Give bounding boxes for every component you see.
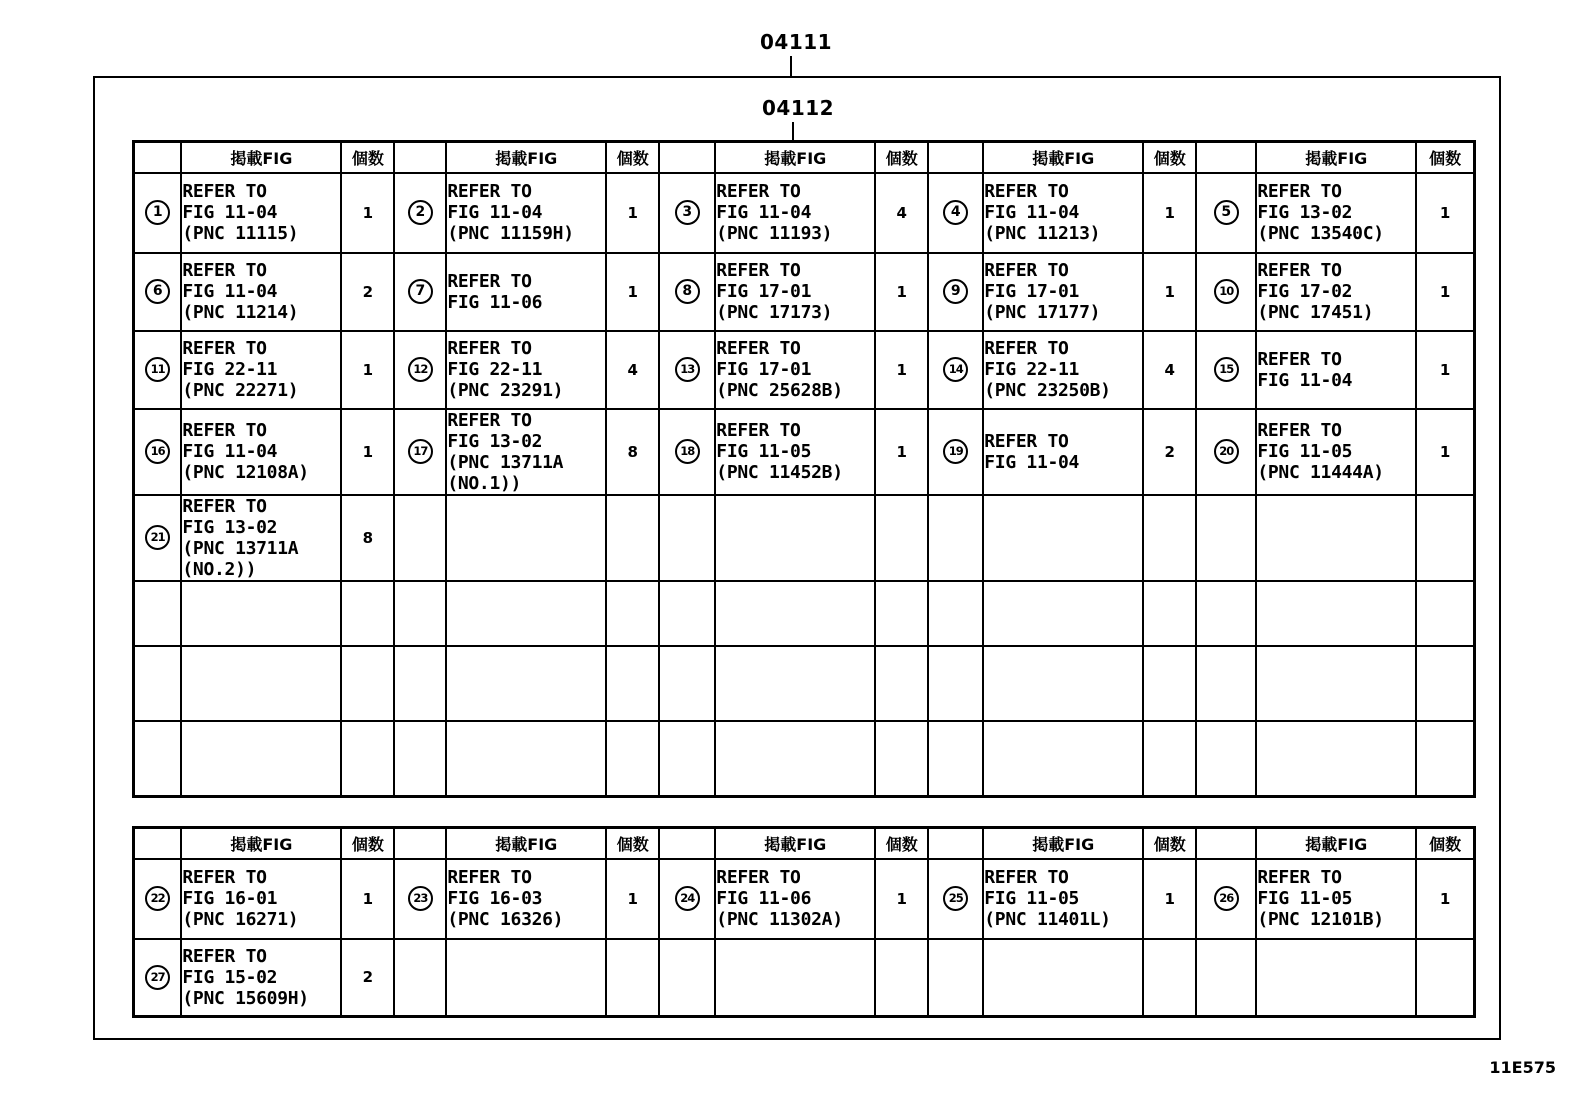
item-number-cell <box>1196 581 1256 646</box>
reference-table-main <box>132 140 1476 798</box>
header-qty-cell: 個数 <box>1143 828 1196 859</box>
fig-reference-cell <box>1256 939 1416 1017</box>
quantity-cell: 2 <box>341 939 394 1017</box>
item-number-cell <box>134 646 182 721</box>
item-callout-circle: 15 <box>1214 357 1239 382</box>
figure-code: 11E575 <box>1489 1058 1556 1077</box>
item-callout-circle: 4 <box>943 200 968 225</box>
item-callout-circle: 25 <box>943 886 968 911</box>
fig-reference-cell <box>1256 495 1416 581</box>
header-fig-cell: 掲載FIG <box>715 142 875 173</box>
item-number-cell <box>659 859 715 939</box>
item-number-cell <box>1196 495 1256 581</box>
item-number-cell <box>659 331 715 409</box>
fig-reference-cell: REFER TO FIG 16-03 (PNC 16326) <box>446 859 606 939</box>
fig-reference-cell: REFER TO FIG 17-01 (PNC 17173) <box>715 253 875 331</box>
item-number-cell <box>659 253 715 331</box>
table-row <box>134 581 1475 646</box>
table-row <box>134 859 1475 939</box>
header-number-cell <box>394 828 446 859</box>
header-fig-cell: 掲載FIG <box>715 828 875 859</box>
quantity-cell: 1 <box>1143 173 1196 253</box>
fig-reference-cell <box>715 646 875 721</box>
fig-reference-cell <box>715 721 875 797</box>
table-row <box>134 331 1475 409</box>
quantity-cell <box>875 646 928 721</box>
quantity-cell <box>606 581 659 646</box>
fig-reference-cell <box>181 646 341 721</box>
item-number-cell <box>659 495 715 581</box>
fig-reference-cell: REFER TO FIG 17-01 (PNC 25628B) <box>715 331 875 409</box>
quantity-cell <box>1143 581 1196 646</box>
quantity-cell: 1 <box>341 173 394 253</box>
item-number-cell <box>134 173 182 253</box>
header-qty-cell: 個数 <box>1143 142 1196 173</box>
fig-reference-cell: REFER TO FIG 11-05 (PNC 12101B) <box>1256 859 1416 939</box>
quantity-cell <box>1143 646 1196 721</box>
header-qty-cell: 個数 <box>341 828 394 859</box>
fig-reference-cell <box>446 646 606 721</box>
quantity-cell <box>1143 721 1196 797</box>
quantity-cell <box>1143 495 1196 581</box>
fig-reference-cell: REFER TO FIG 11-05 (PNC 11401L) <box>983 859 1143 939</box>
table-row <box>134 495 1475 581</box>
header-fig-cell: 掲載FIG <box>983 142 1143 173</box>
quantity-cell <box>606 646 659 721</box>
item-number-cell <box>1196 173 1256 253</box>
fig-reference-cell <box>983 939 1143 1017</box>
item-number-cell <box>134 859 182 939</box>
item-number-cell <box>394 409 446 495</box>
quantity-cell: 1 <box>606 859 659 939</box>
item-callout-circle: 22 <box>145 886 170 911</box>
fig-reference-cell: REFER TO FIG 22-11 (PNC 23291) <box>446 331 606 409</box>
item-callout-circle: 11 <box>145 357 170 382</box>
header-number-cell <box>1196 142 1256 173</box>
item-number-cell <box>134 253 182 331</box>
item-number-cell <box>1196 253 1256 331</box>
item-number-cell <box>394 939 446 1017</box>
fig-reference-cell: REFER TO FIG 11-04 (PNC 11193) <box>715 173 875 253</box>
item-callout-circle: 3 <box>675 200 700 225</box>
fig-reference-cell <box>715 495 875 581</box>
fig-reference-cell: REFER TO FIG 17-01 (PNC 17177) <box>983 253 1143 331</box>
quantity-cell: 1 <box>875 331 928 409</box>
item-number-cell <box>134 581 182 646</box>
quantity-cell <box>341 721 394 797</box>
table-row <box>134 721 1475 797</box>
fig-reference-cell <box>715 581 875 646</box>
item-callout-circle: 9 <box>943 279 968 304</box>
quantity-cell: 1 <box>1416 859 1474 939</box>
header-number-cell <box>394 142 446 173</box>
quantity-cell: 2 <box>1143 409 1196 495</box>
quantity-cell <box>341 581 394 646</box>
item-callout-circle: 23 <box>408 886 433 911</box>
item-number-cell <box>928 721 983 797</box>
item-number-cell <box>1196 939 1256 1017</box>
item-number-cell <box>134 495 182 581</box>
fig-reference-cell: REFER TO FIG 11-04 (PNC 11115) <box>181 173 341 253</box>
fig-reference-cell: REFER TO FIG 11-05 (PNC 11444A) <box>1256 409 1416 495</box>
fig-reference-cell <box>983 495 1143 581</box>
fig-reference-cell: REFER TO FIG 11-04 (PNC 11159H) <box>446 173 606 253</box>
fig-reference-cell <box>181 581 341 646</box>
quantity-cell: 4 <box>1143 331 1196 409</box>
quantity-cell: 4 <box>875 173 928 253</box>
fig-reference-cell <box>983 581 1143 646</box>
fig-reference-cell: REFER TO FIG 13-02 (PNC 13711A (NO.1)) <box>446 409 606 495</box>
item-number-cell <box>394 859 446 939</box>
quantity-cell: 1 <box>1416 173 1474 253</box>
quantity-cell: 1 <box>875 253 928 331</box>
item-number-cell <box>659 173 715 253</box>
fig-reference-cell <box>446 721 606 797</box>
fig-reference-cell: REFER TO FIG 22-11 (PNC 23250B) <box>983 331 1143 409</box>
quantity-cell <box>1416 646 1474 721</box>
header-qty-cell: 個数 <box>875 142 928 173</box>
subassembly-label: 04112 <box>762 96 835 120</box>
item-number-cell <box>659 721 715 797</box>
quantity-cell <box>875 939 928 1017</box>
header-fig-cell: 掲載FIG <box>983 828 1143 859</box>
quantity-cell: 2 <box>341 253 394 331</box>
header-row <box>134 828 1475 859</box>
header-fig-cell: 掲載FIG <box>181 142 341 173</box>
fig-reference-cell <box>1256 581 1416 646</box>
item-number-cell <box>394 495 446 581</box>
item-number-cell <box>1196 331 1256 409</box>
fig-reference-cell <box>1256 646 1416 721</box>
fig-reference-cell: REFER TO FIG 15-02 (PNC 15609H) <box>181 939 341 1017</box>
item-number-cell <box>659 409 715 495</box>
fig-reference-cell <box>1256 721 1416 797</box>
item-callout-circle: 20 <box>1214 439 1239 464</box>
item-number-cell <box>134 721 182 797</box>
header-fig-cell: 掲載FIG <box>1256 828 1416 859</box>
table-row <box>134 646 1475 721</box>
item-callout-circle: 18 <box>675 439 700 464</box>
quantity-cell: 1 <box>341 331 394 409</box>
item-callout-circle: 27 <box>145 965 170 990</box>
quantity-cell: 1 <box>606 253 659 331</box>
quantity-cell <box>1416 495 1474 581</box>
item-number-cell <box>928 939 983 1017</box>
quantity-cell: 1 <box>1143 859 1196 939</box>
item-number-cell <box>394 721 446 797</box>
quantity-cell <box>1416 939 1474 1017</box>
table-row <box>134 173 1475 253</box>
fig-reference-cell: REFER TO FIG 11-04 <box>983 409 1143 495</box>
item-number-cell <box>1196 409 1256 495</box>
table-row <box>134 253 1475 331</box>
header-fig-cell: 掲載FIG <box>1256 142 1416 173</box>
header-fig-cell: 掲載FIG <box>446 828 606 859</box>
header-qty-cell: 個数 <box>875 828 928 859</box>
header-qty-cell: 個数 <box>1416 828 1474 859</box>
header-qty-cell: 個数 <box>341 142 394 173</box>
fig-reference-cell <box>446 495 606 581</box>
item-number-cell <box>394 253 446 331</box>
header-qty-cell: 個数 <box>606 142 659 173</box>
table-row <box>134 939 1475 1017</box>
item-number-cell <box>659 581 715 646</box>
item-callout-circle: 17 <box>408 439 433 464</box>
item-callout-circle: 2 <box>408 200 433 225</box>
header-number-cell <box>134 142 182 173</box>
item-callout-circle: 10 <box>1214 279 1239 304</box>
header-number-cell <box>659 828 715 859</box>
fig-reference-cell: REFER TO FIG 11-04 (PNC 11214) <box>181 253 341 331</box>
fig-reference-cell: REFER TO FIG 17-02 (PNC 17451) <box>1256 253 1416 331</box>
fig-reference-cell <box>715 939 875 1017</box>
quantity-cell: 1 <box>341 859 394 939</box>
quantity-cell: 1 <box>1416 253 1474 331</box>
quantity-cell <box>875 495 928 581</box>
fig-reference-cell: REFER TO FIG 11-05 (PNC 11452B) <box>715 409 875 495</box>
item-callout-circle: 13 <box>675 357 700 382</box>
quantity-cell: 1 <box>606 173 659 253</box>
fig-reference-cell: REFER TO FIG 11-04 <box>1256 331 1416 409</box>
assembly-label: 04111 <box>760 30 833 54</box>
item-number-cell <box>134 331 182 409</box>
item-callout-circle: 16 <box>145 439 170 464</box>
quantity-cell <box>875 581 928 646</box>
item-number-cell <box>928 859 983 939</box>
item-number-cell <box>928 253 983 331</box>
fig-reference-cell <box>446 581 606 646</box>
header-number-cell <box>928 828 983 859</box>
item-number-cell <box>134 939 182 1017</box>
quantity-cell: 8 <box>606 409 659 495</box>
fig-reference-cell: REFER TO FIG 11-04 (PNC 12108A) <box>181 409 341 495</box>
fig-reference-cell: REFER TO FIG 22-11 (PNC 22271) <box>181 331 341 409</box>
quantity-cell <box>606 939 659 1017</box>
header-number-cell <box>928 142 983 173</box>
header-number-cell <box>659 142 715 173</box>
item-number-cell <box>928 331 983 409</box>
header-fig-cell: 掲載FIG <box>446 142 606 173</box>
header-row <box>134 142 1475 173</box>
quantity-cell <box>341 646 394 721</box>
quantity-cell: 1 <box>1416 409 1474 495</box>
fig-reference-cell: REFER TO FIG 11-06 (PNC 11302A) <box>715 859 875 939</box>
item-callout-circle: 26 <box>1214 886 1239 911</box>
quantity-cell <box>1143 939 1196 1017</box>
item-number-cell <box>1196 859 1256 939</box>
subassembly-leader-line <box>792 122 794 140</box>
quantity-cell <box>875 721 928 797</box>
header-fig-cell: 掲載FIG <box>181 828 341 859</box>
quantity-cell <box>1416 721 1474 797</box>
item-number-cell <box>1196 646 1256 721</box>
quantity-cell: 1 <box>875 409 928 495</box>
quantity-cell: 4 <box>606 331 659 409</box>
fig-reference-cell: REFER TO FIG 13-02 (PNC 13540C) <box>1256 173 1416 253</box>
fig-reference-cell <box>983 646 1143 721</box>
fig-reference-cell <box>181 721 341 797</box>
header-number-cell <box>134 828 182 859</box>
quantity-cell: 8 <box>341 495 394 581</box>
item-number-cell <box>1196 721 1256 797</box>
fig-reference-cell: REFER TO FIG 11-04 (PNC 11213) <box>983 173 1143 253</box>
item-callout-circle: 19 <box>943 439 968 464</box>
table-row <box>134 409 1475 495</box>
quantity-cell <box>606 721 659 797</box>
item-callout-circle: 8 <box>675 279 700 304</box>
item-callout-circle: 6 <box>145 279 170 304</box>
item-callout-circle: 24 <box>675 886 700 911</box>
fig-reference-cell <box>446 939 606 1017</box>
item-callout-circle: 7 <box>408 279 433 304</box>
item-number-cell <box>659 646 715 721</box>
item-callout-circle: 14 <box>943 357 968 382</box>
quantity-cell: 1 <box>1143 253 1196 331</box>
header-number-cell <box>1196 828 1256 859</box>
item-number-cell <box>928 173 983 253</box>
item-number-cell <box>394 581 446 646</box>
item-callout-circle: 1 <box>145 200 170 225</box>
header-qty-cell: 個数 <box>606 828 659 859</box>
fig-reference-cell <box>983 721 1143 797</box>
quantity-cell <box>606 495 659 581</box>
item-number-cell <box>134 409 182 495</box>
assembly-leader-line <box>790 56 792 76</box>
item-number-cell <box>394 646 446 721</box>
fig-reference-cell: REFER TO FIG 13-02 (PNC 13711A (NO.2)) <box>181 495 341 581</box>
quantity-cell: 1 <box>341 409 394 495</box>
item-number-cell <box>394 173 446 253</box>
item-callout-circle: 5 <box>1214 200 1239 225</box>
fig-reference-cell: REFER TO FIG 11-06 <box>446 253 606 331</box>
item-number-cell <box>928 409 983 495</box>
item-callout-circle: 21 <box>145 525 170 550</box>
fig-reference-cell: REFER TO FIG 16-01 (PNC 16271) <box>181 859 341 939</box>
item-number-cell <box>928 646 983 721</box>
quantity-cell: 1 <box>875 859 928 939</box>
item-number-cell <box>394 331 446 409</box>
item-number-cell <box>928 495 983 581</box>
item-number-cell <box>928 581 983 646</box>
item-number-cell <box>659 939 715 1017</box>
header-qty-cell: 個数 <box>1416 142 1474 173</box>
quantity-cell: 1 <box>1416 331 1474 409</box>
quantity-cell <box>1416 581 1474 646</box>
item-callout-circle: 12 <box>408 357 433 382</box>
reference-table-secondary <box>132 826 1476 1018</box>
